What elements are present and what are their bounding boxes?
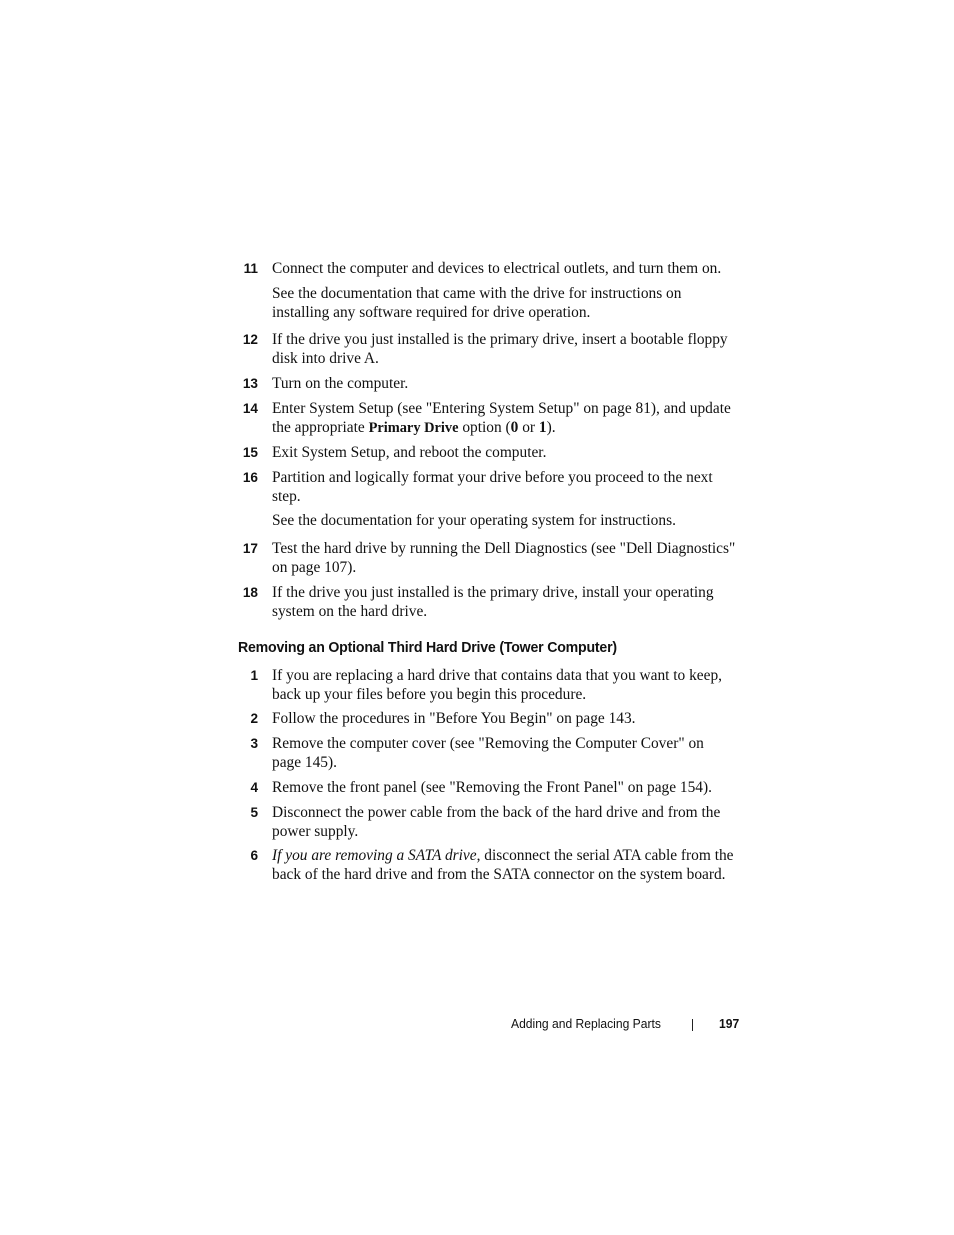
step-number: 1 <box>250 668 258 683</box>
step-line: If you are replacing a hard drive that contains data that you want to keep, <box>272 667 723 684</box>
step-number: 3 <box>250 736 258 751</box>
condition-text: If you are removing a SATA drive <box>272 847 477 864</box>
step-text: Turn on the computer. <box>272 375 409 392</box>
step-line: Test the hard drive by running the Dell Diagnostics (see "Dell Diagnostics" <box>272 540 736 557</box>
step-line: If the drive you just installed is the primary drive, install your operating <box>272 584 714 601</box>
step-number: 2 <box>250 711 258 726</box>
page-number: 197 <box>719 1016 740 1031</box>
text-run: , disconnect the serial ATA cable from the <box>476 847 734 864</box>
step-number: 5 <box>250 805 258 820</box>
step-line <box>272 418 742 438</box>
footer-separator <box>692 1019 693 1031</box>
step-line: step. <box>272 488 301 505</box>
note-line: See the documentation that came with the drive for instructions on <box>272 285 682 302</box>
step-line: back up your files before you begin this procedure. <box>272 686 587 703</box>
step-text <box>272 330 742 368</box>
step-line: on page 107). <box>272 559 357 576</box>
footer-section-title: Adding and Replacing Parts <box>511 1016 661 1031</box>
section-heading: Removing an Optional Third Hard Drive (Tower Computer) <box>238 639 617 656</box>
option-value: 0 <box>510 419 519 436</box>
step-note: See the documentation for your operating system for instructions. <box>272 512 676 529</box>
step-number: 14 <box>242 401 258 416</box>
text-run: option ( <box>458 419 511 436</box>
step-number: 18 <box>242 585 258 600</box>
text-run: ). <box>546 419 556 436</box>
option-name: Primary Drive <box>368 420 459 436</box>
step-text <box>272 399 742 438</box>
step-number: 13 <box>242 376 258 391</box>
step-line: power supply. <box>272 823 359 840</box>
step-line: back of the hard drive and from the SATA connector on the system board. <box>272 866 726 883</box>
step-line <box>272 846 742 865</box>
step-text: Connect the computer and devices to electrical outlets, and turn them on. <box>272 260 722 277</box>
step-number: 11 <box>243 261 258 276</box>
step-line: Enter System Setup (see "Entering System Setup" on page 81), and update <box>272 400 731 417</box>
step-number: 15 <box>242 445 258 460</box>
step-line: Partition and logically format your drive before you proceed to the next <box>272 469 713 486</box>
step-line: If the drive you just installed is the primary drive, insert a bootable floppy <box>272 331 728 348</box>
note-line: installing any software required for drive operation. <box>272 304 591 321</box>
step-line: Disconnect the power cable from the back of the hard drive and from the <box>272 804 721 821</box>
text-run: or <box>518 419 539 436</box>
step-text <box>272 846 742 884</box>
step-number: 16 <box>242 470 258 485</box>
step-number: 6 <box>250 848 258 863</box>
step-text <box>272 803 742 841</box>
step-text <box>272 666 742 704</box>
step-text: Remove the front panel (see "Removing the Front Panel" on page 154). <box>272 779 712 796</box>
step-number: 12 <box>242 332 258 347</box>
step-text: Exit System Setup, and reboot the computer. <box>272 444 547 461</box>
step-text: Follow the procedures in "Before You Begin" on page 143. <box>272 710 636 727</box>
option-value: 1 <box>538 419 547 436</box>
step-note <box>272 284 742 322</box>
step-line: page 145). <box>272 754 337 771</box>
step-text <box>272 539 742 577</box>
step-text <box>272 734 742 772</box>
step-line: Remove the computer cover (see "Removing the Computer Cover" on <box>272 735 704 752</box>
step-line: disk into drive A. <box>272 350 379 367</box>
text-run: the appropriate <box>272 419 369 436</box>
step-number: 4 <box>250 780 258 795</box>
step-line: system on the hard drive. <box>272 603 428 620</box>
step-number: 17 <box>242 541 258 556</box>
step-text <box>272 468 742 506</box>
step-text <box>272 583 742 621</box>
